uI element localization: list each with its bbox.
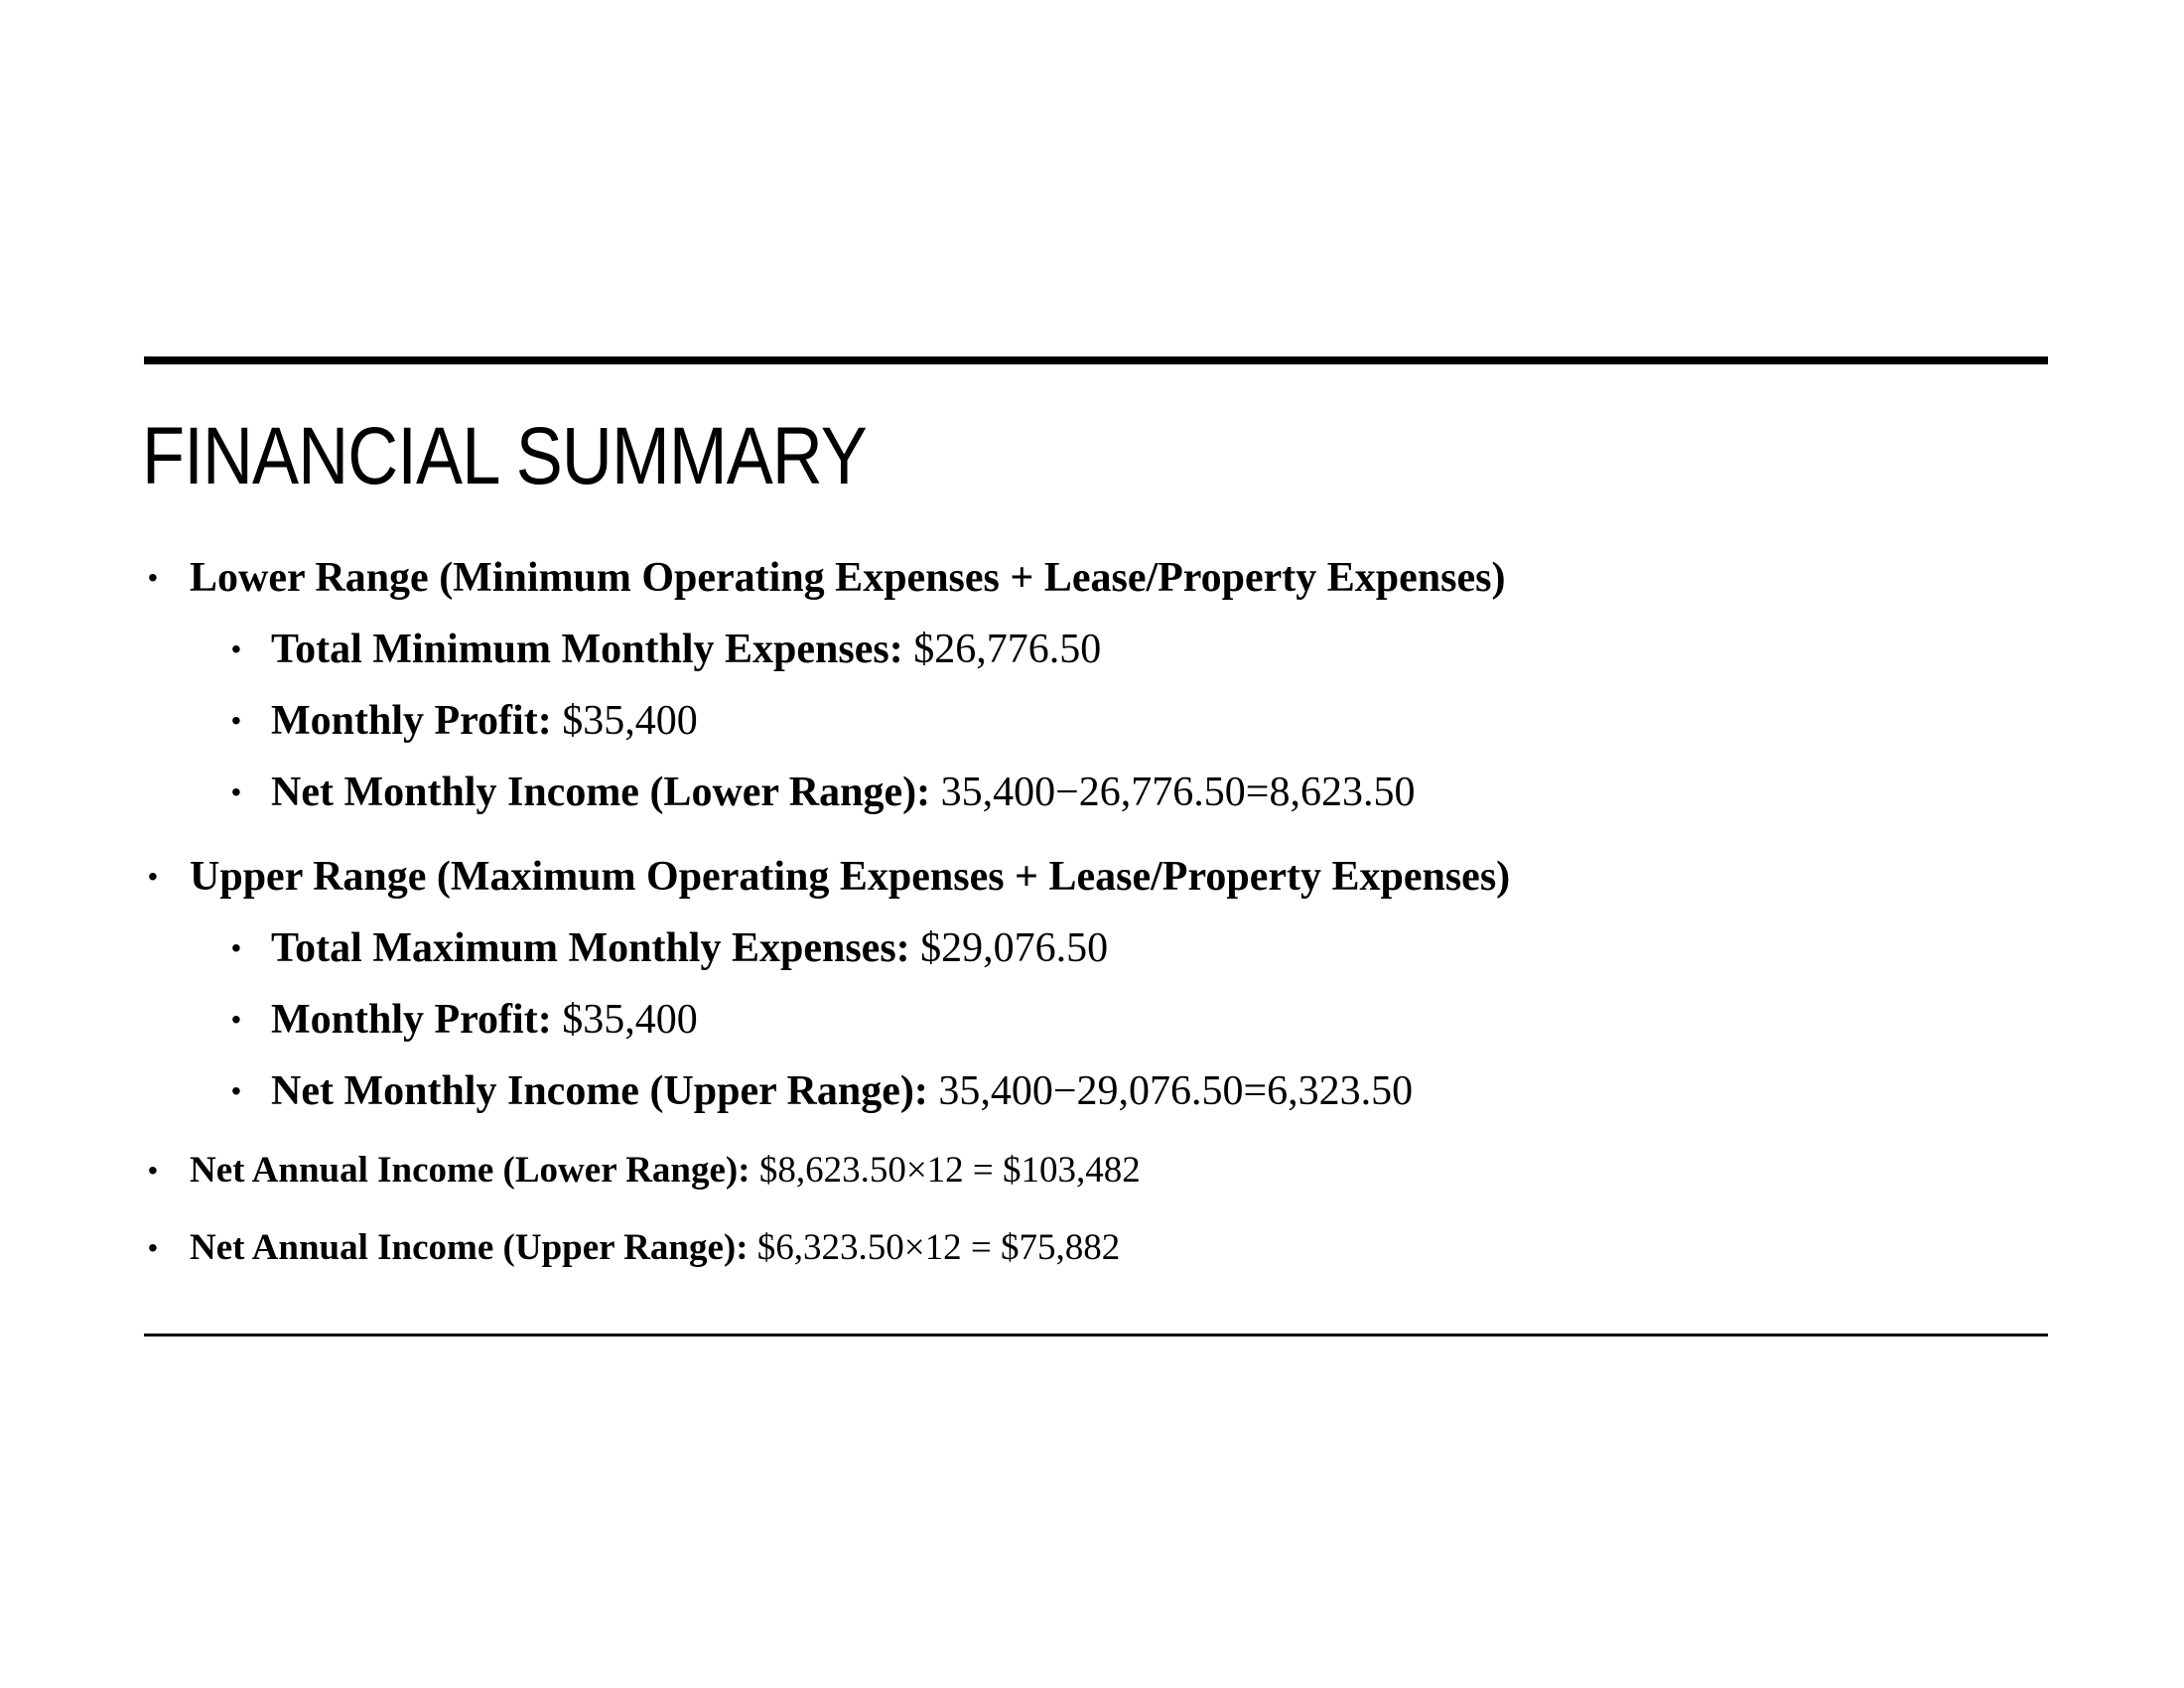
item-label: Total Maximum Monthly Expenses: — [271, 925, 910, 971]
list-item — [231, 625, 1102, 674]
item-value: $6,323.50×12 = $75,882 — [756, 1227, 1121, 1268]
item-label: Net Annual Income (Upper Range): — [190, 1227, 749, 1268]
bullet-icon: • — [148, 1232, 158, 1263]
bullet-icon: • — [148, 861, 158, 892]
list-item — [231, 696, 698, 746]
item-value: 35,400−29,076.50=6,323.50 — [938, 1068, 1414, 1114]
item-label: Monthly Profit: — [271, 997, 552, 1043]
item-value: $35,400 — [562, 698, 698, 744]
lower-range-heading: Lower Range (Minimum Operating Expenses + Lease/Property Expenses) — [190, 555, 1506, 601]
item-label: Net Monthly Income (Lower Range): — [271, 770, 931, 815]
item-label: Total Minimum Monthly Expenses: — [271, 627, 903, 672]
bullet-icon: • — [148, 562, 158, 593]
top-divider — [144, 356, 2048, 364]
item-value: $29,076.50 — [920, 925, 1109, 971]
list-item — [231, 923, 1109, 973]
bullet-icon: • — [231, 932, 241, 963]
bullet-icon: • — [231, 1004, 241, 1035]
item-value: 35,400−26,776.50=8,623.50 — [940, 770, 1416, 815]
bullet-icon: • — [231, 633, 241, 664]
bottom-divider — [144, 1334, 2048, 1336]
item-label: Net Annual Income (Lower Range): — [190, 1150, 751, 1191]
item-value: $8,623.50×12 = $103,482 — [758, 1150, 1141, 1191]
bullet-icon: • — [231, 1075, 241, 1106]
bullet-icon: • — [231, 776, 241, 807]
list-item — [231, 995, 698, 1045]
page-title: FINANCIAL SUMMARY — [142, 411, 867, 501]
item-value: $26,776.50 — [913, 627, 1102, 672]
bullet-icon: • — [148, 1155, 158, 1186]
lower-range-heading-item — [148, 553, 1506, 603]
annual-lower-item — [148, 1148, 1141, 1194]
bullet-icon: • — [231, 705, 241, 736]
upper-range-heading-item — [148, 852, 1511, 902]
item-value: $35,400 — [562, 997, 698, 1043]
upper-range-heading: Upper Range (Maximum Operating Expenses + Lease/Property Expenses) — [190, 854, 1511, 900]
annual-upper-item — [148, 1225, 1121, 1271]
item-label: Monthly Profit: — [271, 698, 552, 744]
list-item — [231, 768, 1416, 817]
list-item — [231, 1066, 1414, 1116]
item-label: Net Monthly Income (Upper Range): — [271, 1068, 928, 1114]
